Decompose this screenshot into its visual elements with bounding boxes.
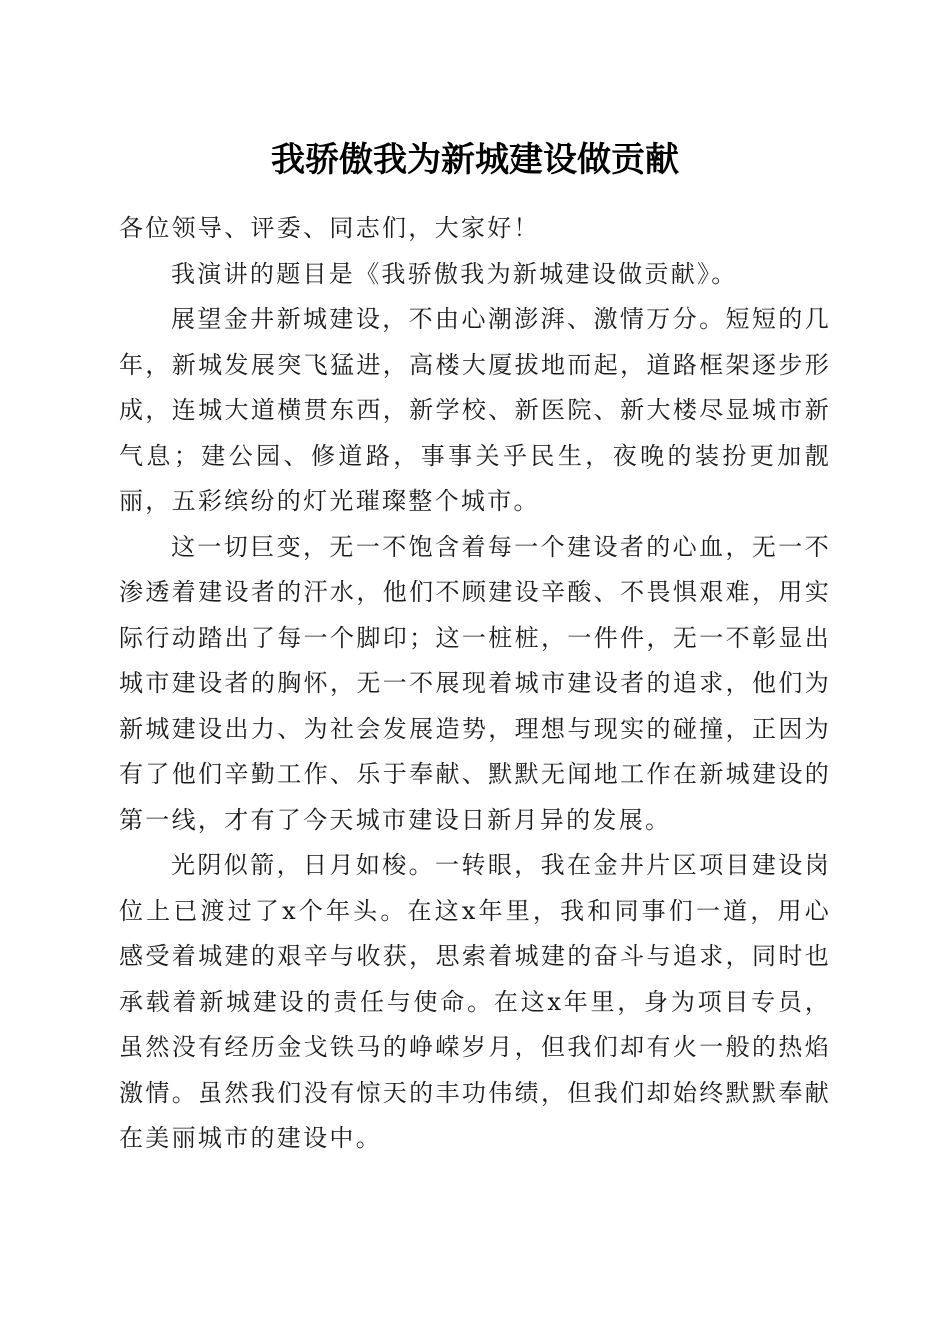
paragraph-outlook: 展望金井新城建设，不由心潮澎湃、激情万分。短短的几年，新城发展突飞猛进，高楼大厦拔地而起，道路框架逐步形成，连城大道横贯东西，新学校、新医院、新大楼尽显城市新气息；建公园、修道路，事事关乎民生，夜晚的装扮更加靓丽，五彩缤纷的灯光璀璨整个城市。 (119, 305, 831, 515)
paragraph-builders: 这一切巨变，无一不饱含着每一个建设者的心血，无一不渗透着建设者的汗水，他们不顾建设辛酸、不畏惧艰难，用实际行动踏出了每一个脚印；这一桩桩，一件件，无一不彰显出城市建设者的胸怀，无一不展现着城市建设者的追求，他们为新城建设出力、为社会发展造势，理想与现实的碰撞，正因为有了他们辛勤工作、乐于奉献、默默无闻地工作在新城建设的第一线，才有了今天城市建设日新月异的发展。 (119, 532, 831, 834)
document-body (119, 206, 831, 1162)
document-title: 我骄傲我为新城建设做贡献 (271, 140, 679, 180)
paragraph-years: 光阴似箭，日月如梭。一转眼，我在金井片区项目建设岗位上已渡过了x个年头。在这x年里，我和同事们一道，用心感受着城建的艰辛与收获，思索着城建的奋斗与追求，同时也承载着新城建设的责任与使命。在这x年里，身为项目专员，虽然没有经历金戈铁马的峥嵘岁月，但我们却有火一般的热焰激情。虽然我们没有惊天的丰功伟绩，但我们却始终默默奉献在美丽城市的建设中。 (119, 851, 831, 1152)
greeting-line: 各位领导、评委、同志们，大家好！ (119, 214, 540, 242)
paragraph-topic: 我演讲的题目是《我骄傲我为新城建设做贡献》。 (171, 259, 738, 288)
